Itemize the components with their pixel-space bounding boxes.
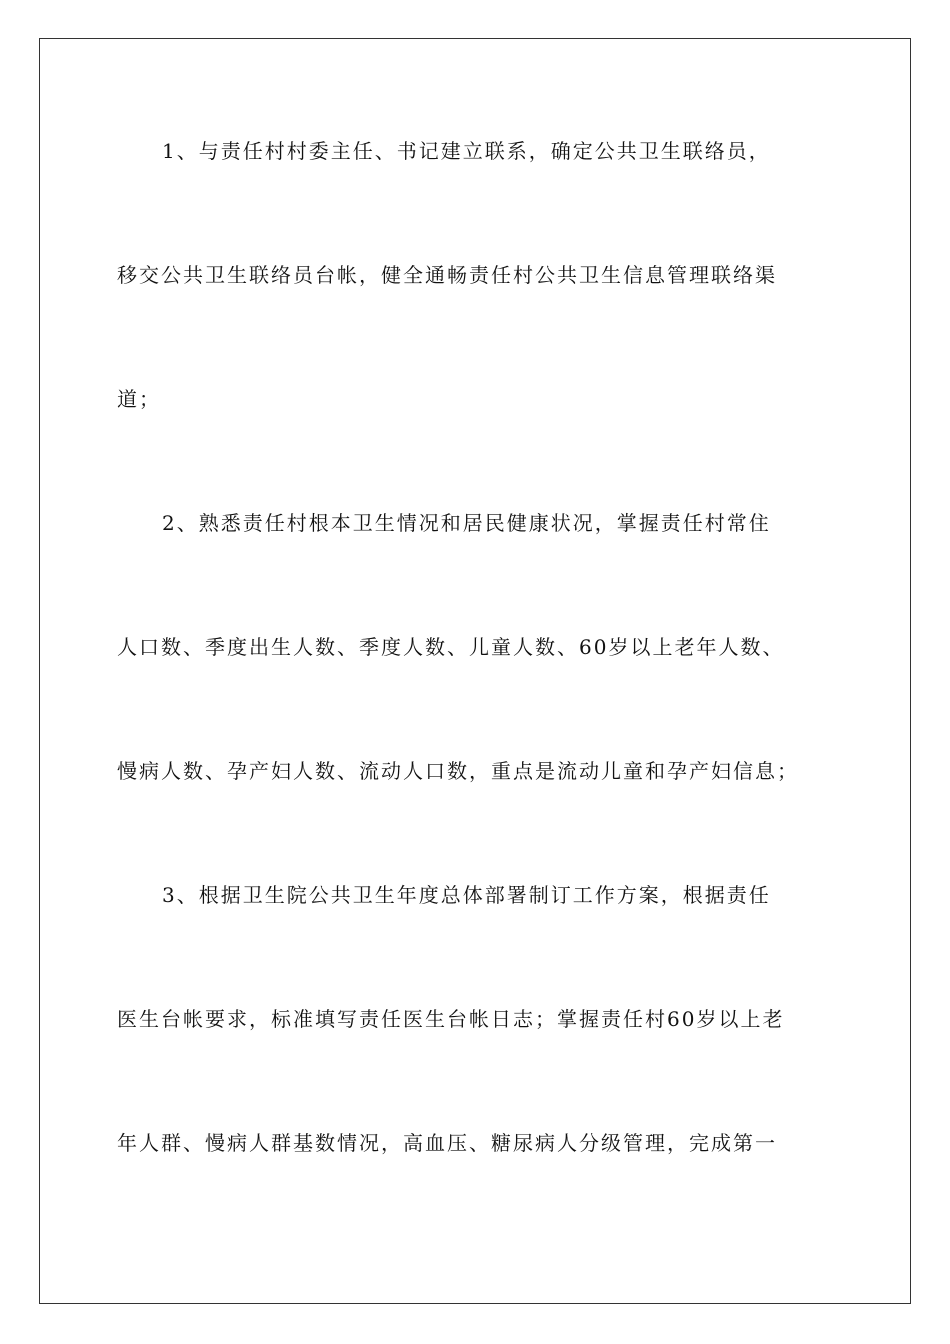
paragraph-2-line-2: 人口数、季度出生人数、季度人数、儿童人数、60岁以上老年人数、 xyxy=(117,635,785,659)
paragraph-2-line-1: 2、熟悉责任村根本卫生情况和居民健康状况，掌握责任村常住 xyxy=(162,511,771,535)
page-border xyxy=(39,38,911,1304)
paragraph-3-line-1: 3、根据卫生院公共卫生年度总体部署制订工作方案，根据责任 xyxy=(162,883,771,907)
paragraph-1-line-2: 移交公共卫生联络员台帐，健全通畅责任村公共卫生信息管理联络渠 xyxy=(117,263,777,287)
paragraph-1-line-3: 道； xyxy=(117,387,161,411)
paragraph-1-line-1: 1、与责任村村委主任、书记建立联系，确定公共卫生联络员， xyxy=(162,139,771,163)
paragraph-2-line-3: 慢病人数、孕产妇人数、流动人口数，重点是流动儿童和孕产妇信息； xyxy=(117,759,799,783)
paragraph-3-line-2: 医生台帐要求，标准填写责任医生台帐日志；掌握责任村60岁以上老 xyxy=(117,1007,785,1031)
paragraph-3-line-3: 年人群、慢病人群基数情况，高血压、糖尿病人分级管理，完成第一 xyxy=(117,1131,777,1155)
